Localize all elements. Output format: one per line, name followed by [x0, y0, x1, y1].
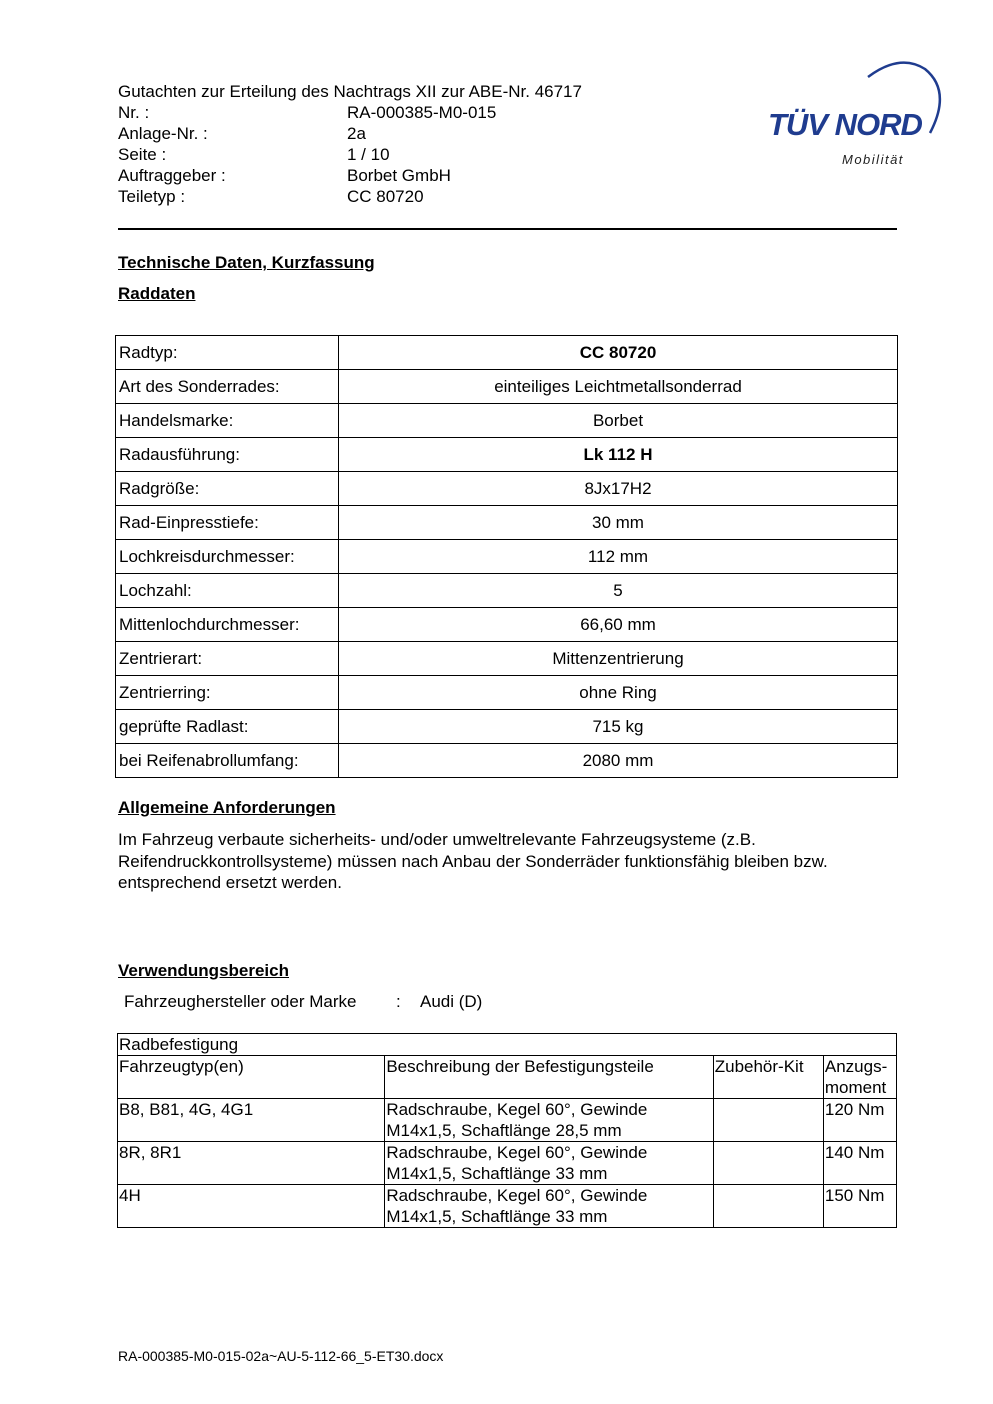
radbefestigung-table [117, 1033, 897, 1228]
raddaten-value: 66,60 mm [339, 608, 898, 642]
raddaten-value: Borbet [339, 404, 898, 438]
raddaten-row [116, 336, 898, 370]
raddaten-row [116, 574, 898, 608]
maker-label: Fahrzeughersteller oder Marke [124, 992, 357, 1011]
befestigung-title-row [118, 1034, 897, 1056]
befestigung-anzugsmoment: 120 Nm [823, 1099, 896, 1142]
befestigung-title: Radbefestigung [118, 1034, 897, 1056]
allgemeine-anforderungen-text: Im Fahrzeug verbaute sicherheits- und/oder umweltrelevante Fahrzeugsysteme (z.B. Reifendruckkontrollsysteme) müssen nach Anbau der Sonderräder funktionsfähig bleiben bzw. entsprechend ersetzt werden. [118, 830, 828, 892]
raddaten-label: Rad-Einpresstiefe: [116, 506, 339, 540]
header-row-anlage: Anlage-Nr. : 2a [118, 124, 366, 143]
raddaten-row [116, 710, 898, 744]
heading-raddaten: Raddaten [118, 284, 196, 303]
befestigung-fahrzeugtyp: 4H [118, 1185, 385, 1228]
col-header-fahrzeugtyp: Fahrzeugtyp(en) [118, 1056, 385, 1099]
raddaten-row [116, 676, 898, 710]
maker-separator: : [396, 992, 401, 1011]
tuev-nord-logo [760, 55, 945, 175]
raddaten-value: 30 mm [339, 506, 898, 540]
raddaten-label: Lochkreisdurchmesser: [116, 540, 339, 574]
heading-verwendungsbereich: Verwendungsbereich [118, 961, 289, 980]
raddaten-label: Handelsmarke: [116, 404, 339, 438]
befestigung-row [118, 1099, 897, 1142]
raddaten-row [116, 438, 898, 472]
raddaten-value: 5 [339, 574, 898, 608]
logo-subtitle: Mobilität [842, 152, 904, 167]
header-row-nr: Nr. : RA-000385-M0-015 [118, 103, 497, 122]
raddaten-value: Mittenzentrierung [339, 642, 898, 676]
raddaten-label: geprüfte Radlast: [116, 710, 339, 744]
raddaten-label: bei Reifenabrollumfang: [116, 744, 339, 778]
befestigung-row [118, 1185, 897, 1228]
raddaten-value: einteiliges Leichtmetallsonderrad [339, 370, 898, 404]
raddaten-value: 8Jx17H2 [339, 472, 898, 506]
raddaten-row [116, 744, 898, 778]
befestigung-zubehoer-kit [713, 1142, 823, 1185]
maker-value: Audi (D) [420, 992, 483, 1011]
befestigung-zubehoer-kit [713, 1185, 823, 1228]
raddaten-label: Zentrierart: [116, 642, 339, 676]
raddaten-table [115, 335, 898, 778]
logo-brand: TÜV NORD [768, 107, 922, 142]
raddaten-row [116, 642, 898, 676]
raddaten-label: Zentrierring: [116, 676, 339, 710]
heading-technische-daten: Technische Daten, Kurzfassung [118, 253, 375, 272]
befestigung-beschreibung: Radschraube, Kegel 60°, Gewinde M14x1,5, Schaftlänge 28,5 mm [385, 1099, 713, 1142]
befestigung-row [118, 1142, 897, 1185]
befestigung-fahrzeugtyp: 8R, 8R1 [118, 1142, 385, 1185]
raddaten-row [116, 404, 898, 438]
fahrzeughersteller-line [124, 992, 483, 1012]
raddaten-value: 112 mm [339, 540, 898, 574]
header-row-seite: Seite : 1 / 10 [118, 145, 390, 164]
befestigung-beschreibung: Radschraube, Kegel 60°, Gewinde M14x1,5, Schaftlänge 33 mm [385, 1142, 713, 1185]
heading-allgemeine-anforderungen: Allgemeine Anforderungen [118, 798, 336, 817]
befestigung-beschreibung: Radschraube, Kegel 60°, Gewinde M14x1,5, Schaftlänge 33 mm [385, 1185, 713, 1228]
befestigung-fahrzeugtyp: B8, B81, 4G, 4G1 [118, 1099, 385, 1142]
raddaten-row [116, 506, 898, 540]
raddaten-label: Radausführung: [116, 438, 339, 472]
raddaten-value: 2080 mm [339, 744, 898, 778]
header-divider [118, 228, 897, 230]
raddaten-row [116, 370, 898, 404]
col-header-anzugsmoment: Anzugs-moment [823, 1056, 896, 1099]
befestigung-anzugsmoment: 140 Nm [823, 1142, 896, 1185]
befestigung-zubehoer-kit [713, 1099, 823, 1142]
footer-filename: RA-000385-M0-015-02a~AU-5-112-66_5-ET30.docx [118, 1348, 444, 1364]
raddaten-row [116, 608, 898, 642]
raddaten-value: ohne Ring [339, 676, 898, 710]
befestigung-anzugsmoment: 150 Nm [823, 1185, 896, 1228]
raddaten-value: 715 kg [339, 710, 898, 744]
document-title: Gutachten zur Erteilung des Nachtrags XII zur ABE-Nr. 46717 [118, 82, 582, 101]
header-row-teiletyp: Teiletyp : CC 80720 [118, 187, 424, 206]
document-header [118, 81, 582, 207]
col-header-beschreibung: Beschreibung der Befestigungsteile [385, 1056, 713, 1099]
raddaten-label: Mittenlochdurchmesser: [116, 608, 339, 642]
header-row-auftraggeber: Auftraggeber : Borbet GmbH [118, 166, 451, 185]
raddaten-label: Radgröße: [116, 472, 339, 506]
befestigung-header-row [118, 1056, 897, 1099]
raddaten-label: Art des Sonderrades: [116, 370, 339, 404]
raddaten-row [116, 540, 898, 574]
raddaten-row [116, 472, 898, 506]
raddaten-value: CC 80720 [339, 336, 898, 370]
raddaten-label: Radtyp: [116, 336, 339, 370]
raddaten-label: Lochzahl: [116, 574, 339, 608]
col-header-zubehoer-kit: Zubehör-Kit [713, 1056, 823, 1099]
raddaten-value: Lk 112 H [339, 438, 898, 472]
